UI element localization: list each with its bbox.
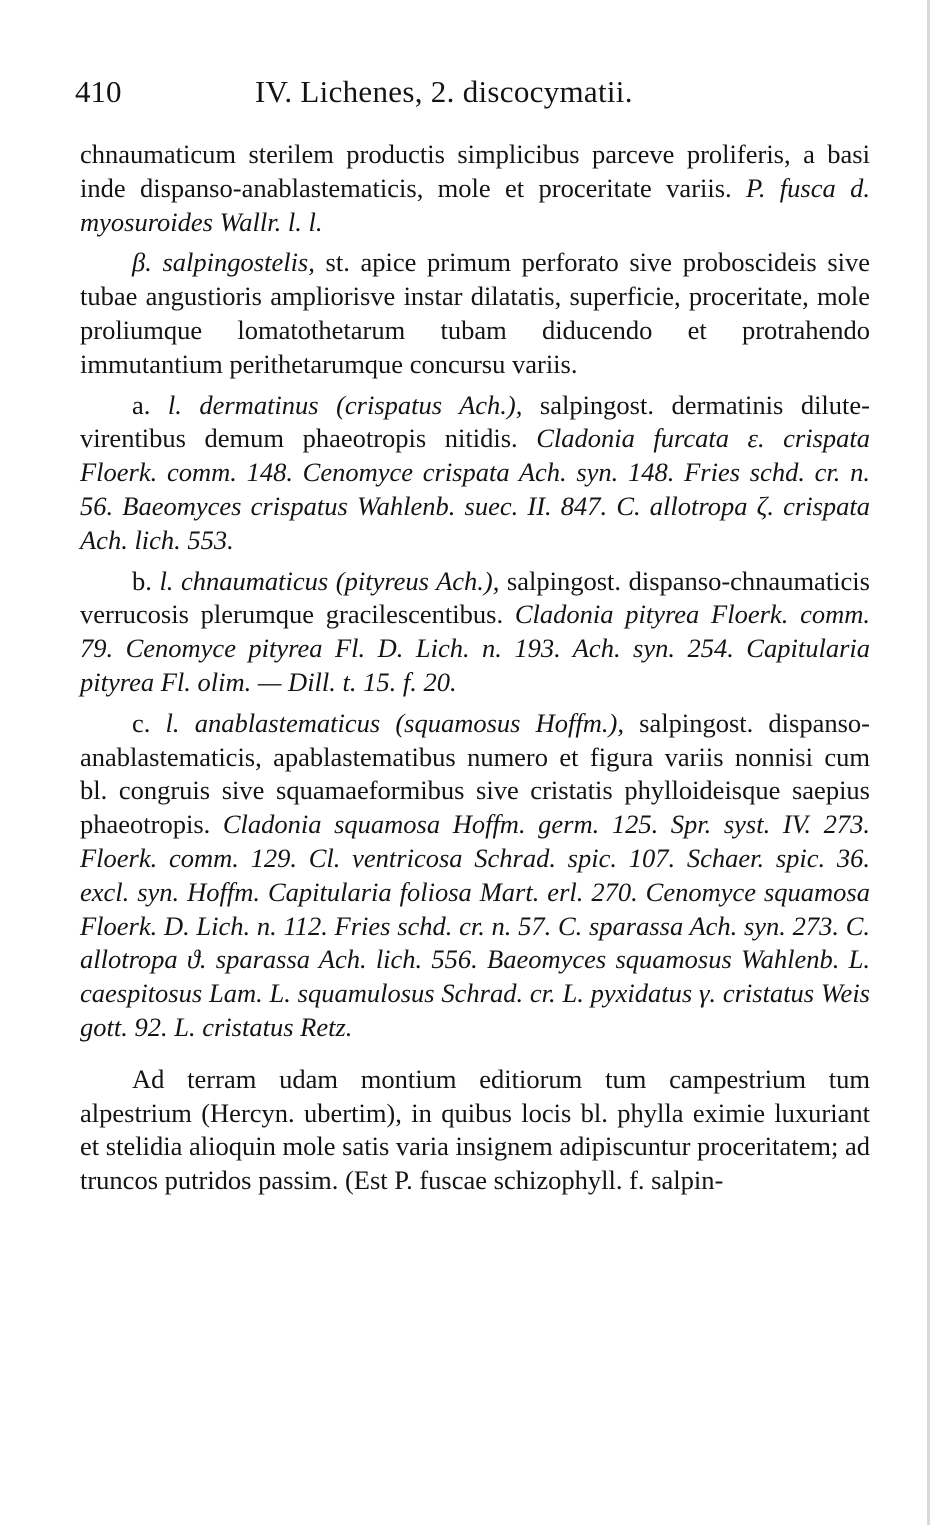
- paragraph-description: [80, 138, 870, 239]
- paragraph-subvariety-b: [80, 565, 870, 700]
- taxon-name: l. anablastematicus: [150, 707, 381, 738]
- taxon-description: salpingost. dispanso-anablastematicis, apablastematibus numero et figura variis nonnisi cum bl. congruis sive squamaeformibus sive cristatis phylloideisque saepius phaeotropis.: [80, 707, 870, 840]
- running-header: [75, 74, 875, 114]
- paragraph-subvariety-a: [80, 389, 870, 558]
- paragraph-subvariety-c: [80, 707, 870, 1045]
- taxon-name: l. dermatinus: [150, 389, 319, 420]
- variety-label: β. salpingostelis,: [132, 247, 315, 278]
- literature-citations: Cladonia furcata ε. crispata Floerk. comm. 148. Cenomyce crispata Ach. syn. 148. Fries schd. cr. n. 56. Baeomyces crispatus Wahlenb. suec. II. 847. C. allotropa ζ. crispata Ach. lich. 553.: [80, 423, 870, 555]
- paragraph-variety-beta: [80, 246, 870, 381]
- synonym-citation: P. fusca d. myosuroides Wallr. l. l.: [80, 172, 870, 237]
- habitat-text: Ad terram udam montium editiorum tum campestrium tum alpestrium (Hercyn. ubertim), in quibus locis bl. phylla eximie luxuriant et stelidia alioquin mole satis varia insignem adipiscuntur proceritatem; ad truncos putridos passim. (Est P. fuscae schizophyll. f. salpin-: [80, 1063, 870, 1196]
- description-text: chnaumaticum sterilem productis simplicibus parceve proliferis, a basi inde dispanso-anablastematicis, mole et proceritate variis.: [80, 139, 870, 203]
- taxon-synonym: (pityreus Ach.),: [328, 565, 500, 596]
- taxon-synonym: (squamosus Hoffm.),: [380, 707, 624, 738]
- taxon-description: salpingost. dispanso-chnaumaticis verrucosis plerumque gracilescentibus.: [80, 565, 870, 630]
- running-title: IV. Lichenes, 2. discocymatii.: [255, 74, 633, 109]
- literature-citations: Cladonia pityrea Floerk. comm. 79. Cenomyce pityrea Fl. D. Lich. n. 193. Ach. syn. 254. Capitularia pityrea Fl. olim. — Dill. t. 15. f. 20.: [80, 599, 870, 697]
- body-text: [80, 138, 870, 1198]
- item-marker: a.: [132, 389, 151, 420]
- page-number: 410: [75, 74, 122, 109]
- taxon-description: salpingost. dermatinis dilute-virentibus demum phaeotropis nitidis.: [80, 389, 870, 454]
- item-marker: b.: [132, 565, 152, 596]
- taxon-synonym: (crispatus Ach.),: [318, 389, 523, 420]
- paragraph-habitat: [80, 1063, 870, 1198]
- item-marker: c.: [132, 707, 151, 738]
- literature-citations: Cladonia squamosa Hoffm. germ. 125. Spr. syst. IV. 273. Floerk. comm. 129. Cl. ventricosa Schrad. spic. 107. Schaer. spic. 36. excl. syn. Hoffm. Capitularia foliosa Mart. erl. 270. Cenomyce squamosa Floerk. D. Lich. n. 112. Fries schd. cr. n. 57. C. sparassa Ach. syn. 273. C. allotropa ϑ. sparassa Ach. lich. 556. Baeomyces squamosus Wahlenb. L. caespitosus Lam. L. squamulosus Schrad. cr. L. pyxidatus γ. cristatus Weis gott. 92. L. cristatus Retz.: [80, 809, 870, 1042]
- taxon-name: l. chnaumaticus: [151, 565, 329, 596]
- variety-description: st. apice primum perforato sive proboscideis sive tubae angustioris ampliorisve instar dilatatis, superficie, proceritate, mole proliumque lomatothetarum tubam diducendo et protrahendo immutantium perithetarumque concursu variis.: [80, 247, 871, 379]
